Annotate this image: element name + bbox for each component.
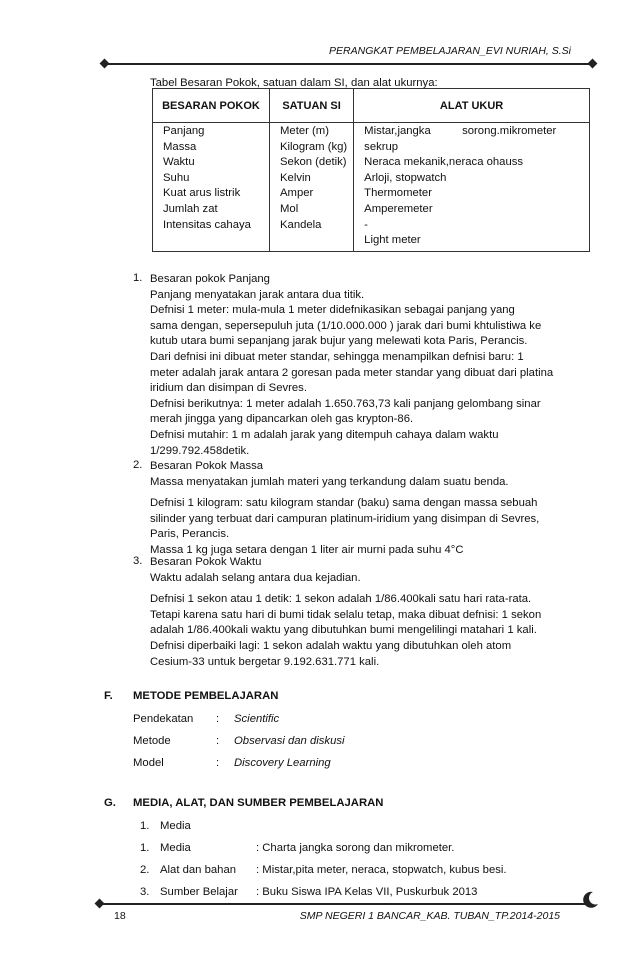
paragraph-line: kutub utara bumi sepanjang jarak bujur yang melewati kota Paris, Perancis. — [150, 335, 528, 348]
paragraph-line: Paris, Perancis. — [150, 528, 230, 541]
paragraph-line: meter adalah jarak antara 2 goresan pada meter standar yang dibuat dari platina — [150, 366, 554, 379]
media-value: : Mistar,pita meter, neraca, stopwatch, kubus besi. — [256, 864, 507, 876]
section-letter: F. — [104, 690, 113, 702]
paragraph-line: Cesium-33 untuk bergetar 9.192.631.771 kali. — [150, 655, 380, 668]
section-waktu — [150, 555, 564, 670]
section-panjang — [150, 272, 564, 459]
table-cell-line: Massa — [163, 140, 197, 153]
column-header: BESARAN POKOK — [153, 89, 270, 123]
paragraph-line: iridium dan disimpan di Sevres. — [150, 382, 307, 395]
table-cell-line: Meter (m) — [280, 125, 329, 137]
paragraph-line: silinder yang terbuat dari campuran platinum-iridium yang disimpan di Sevres, — [150, 512, 540, 525]
list-number: 2. — [133, 459, 143, 471]
colon-separator: : — [216, 735, 220, 747]
table-cell-line: Light meter — [364, 234, 421, 247]
paragraph-line: merah jingga yang dipancarkan oleh gas krypton-86. — [150, 413, 414, 426]
table-cell-line: sekrup — [364, 140, 399, 153]
crescent-moon-icon — [580, 890, 600, 910]
list-number: 1. — [140, 820, 150, 832]
footer-rule — [99, 903, 587, 905]
method-label: Pendekatan — [133, 713, 194, 725]
paragraph-line: Defnisi berikutnya: 1 meter adalah 1.650.763,73 kali panjang gelombang sinar — [150, 397, 541, 410]
list-number: 2. — [140, 864, 150, 876]
table-cell-line: Suhu — [163, 171, 190, 184]
paragraph-line: 1/299.792.458detik. — [150, 444, 250, 457]
rule-end-ornament — [100, 59, 110, 69]
table-header-row — [153, 89, 590, 123]
paragraph-line: sama dengan, sepersepuluh juta (1/10.000.000 ) jarak dari bumi khtulistiwa ke — [150, 319, 542, 332]
table-cell-line: Kuat arus listrik — [163, 187, 241, 200]
quantity-cell — [153, 123, 270, 252]
section-heading: METODE PEMBELAJARAN — [133, 690, 279, 702]
table-cell-line: Mol — [280, 202, 299, 215]
page-number: 18 — [114, 910, 126, 922]
table-cell-line: Mistar,jangka sorong.mikrometer — [364, 125, 557, 137]
column-header: SATUAN SI — [270, 89, 354, 123]
table-cell-line: Kandela — [280, 218, 322, 231]
table-row — [153, 123, 590, 252]
paragraph-line: Defnisi 1 kilogram: satu kilogram standar (baku) sama dengan massa sebuah — [150, 497, 538, 510]
section-title: Besaran Pokok Waktu — [150, 556, 262, 568]
table-cell-line: Amperemeter — [364, 202, 433, 215]
paragraph-line: Massa menyatakan jumlah materi yang terkandung dalam suatu benda. — [150, 475, 509, 488]
colon-separator: : — [216, 757, 220, 769]
method-value: Discovery Learning — [234, 757, 331, 769]
list-number: 3. — [140, 886, 150, 898]
section-heading: MEDIA, ALAT, DAN SUMBER PEMBELAJARAN — [133, 797, 384, 809]
section-title: Besaran Pokok Massa — [150, 460, 264, 472]
media-value: : Buku Siswa IPA Kelas VII, Puskurbuk 2013 — [256, 886, 478, 898]
header-rule — [104, 63, 592, 65]
table-cell-line: Jumlah zat — [163, 202, 218, 215]
media-value: : Charta jangka sorong dan mikrometer. — [256, 842, 455, 854]
table-cell-line: Panjang — [163, 125, 205, 137]
table-cell-line: Kilogram (kg) — [280, 140, 348, 153]
paragraph-line: Panjang menyatakan jarak antara dua titik. — [150, 288, 365, 301]
paragraph-line: adalah 1/86.400kali waktu yang dibutuhkan bumi mengelilingi matahari 1 kali. — [150, 624, 537, 637]
page-header: PERANGKAT PEMBELAJARAN_EVI NURIAH, S.Si — [329, 45, 571, 57]
paragraph-line: Defnisi diperbaiki lagi: 1 sekon adalah waktu yang dibutuhkan oleh atom — [150, 639, 512, 652]
column-header: ALAT UKUR — [354, 89, 590, 123]
table-cell-line: Waktu — [163, 156, 195, 169]
rule-end-ornament — [95, 899, 105, 909]
section-letter: G. — [104, 797, 116, 809]
table-cell-line: Thermometer — [364, 187, 432, 200]
table-cell-line: Arloji, stopwatch — [364, 171, 447, 184]
section-title: Besaran pokok Panjang — [150, 273, 270, 285]
list-number: 1. — [140, 842, 150, 854]
table-caption: Tabel Besaran Pokok, satuan dalam SI, dan alat ukurnya: — [150, 77, 438, 89]
instrument-cell — [354, 123, 590, 252]
table-cell-line: Kelvin — [280, 171, 311, 184]
section-massa — [150, 459, 564, 559]
method-label: Model — [133, 757, 164, 769]
table-cell-line: Intensitas cahaya — [163, 218, 251, 231]
paragraph-line: Massa 1 kg juga setara dengan 1 liter air murni pada suhu 4°C — [150, 543, 464, 556]
media-label: Media — [160, 842, 191, 854]
paragraph-line: Defnisi mutahir: 1 m adalah jarak yang ditempuh cahaya dalam waktu — [150, 428, 499, 441]
table-cell-line: - — [364, 218, 368, 231]
list-number: 3. — [133, 555, 143, 567]
si-units-table — [152, 88, 590, 252]
rule-end-ornament — [588, 59, 598, 69]
method-value: Scientific — [234, 713, 280, 725]
table-cell-line: Amper — [280, 187, 314, 200]
unit-cell — [270, 123, 354, 252]
paragraph-line: Tetapi karena satu hari di bumi tidak selalu tetap, maka dibuat defnisi: 1 sekon — [150, 608, 542, 621]
paragraph-line: Waktu adalah selang antara dua kejadian. — [150, 571, 361, 584]
method-value: Observasi dan diskusi — [234, 735, 345, 747]
subsection-title: Media — [160, 820, 191, 832]
media-label: Sumber Belajar — [160, 886, 238, 898]
table-cell-line: Sekon (detik) — [280, 156, 347, 169]
paragraph-line: Defnisi 1 sekon atau 1 detik: 1 sekon adalah 1/86.400kali satu hari rata-rata. — [150, 593, 532, 606]
table-cell-line: Neraca mekanik,neraca ohauss — [364, 156, 524, 169]
paragraph-line: Defnisi 1 meter: mula-mula 1 meter didefnikasikan sebagai panjang yang — [150, 304, 515, 317]
method-label: Metode — [133, 735, 171, 747]
paragraph-line: Dari defnisi ini dibuat meter standar, sehingga menampilkan defnisi baru: 1 — [150, 350, 524, 363]
footer-text: SMP NEGERI 1 BANCAR_KAB. TUBAN_TP.2014-2015 — [299, 910, 560, 922]
list-number: 1. — [133, 272, 143, 284]
media-label: Alat dan bahan — [160, 864, 237, 876]
colon-separator: : — [216, 713, 220, 725]
